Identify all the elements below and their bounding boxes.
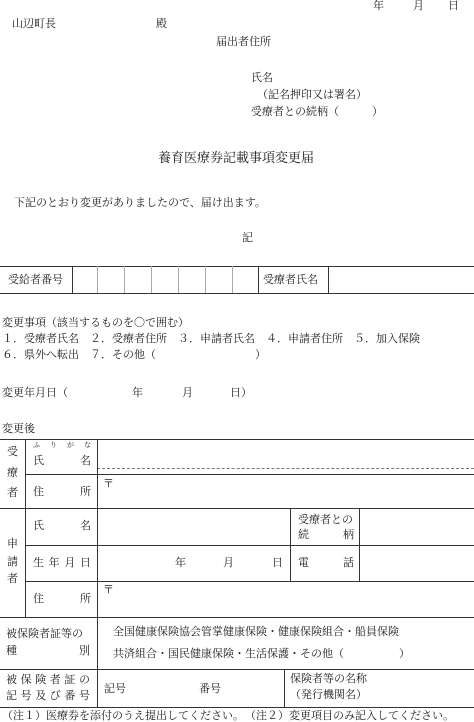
recipient-row-divider xyxy=(258,266,259,293)
intro-text: 下記のとおり変更がありましたので、届け出ます。 xyxy=(14,196,266,209)
insurer-name-label-line1: 保険者等の名称 xyxy=(290,672,367,685)
insurance-number-label-line2: 記 号 及 び 番 号 xyxy=(6,689,90,702)
relation-to-patient-label-line2: 続 柄 xyxy=(298,528,354,541)
change-date-day: 日） xyxy=(230,386,252,399)
change-items-heading: 変更事項（該当するものを〇で囲む） xyxy=(2,316,189,329)
patient-address-label: 住 所 xyxy=(33,485,91,498)
relation-label: 受療者との続柄（ ） xyxy=(251,105,383,118)
after-change-label: 変更後 xyxy=(2,422,35,435)
phone-label: 電 話 xyxy=(298,556,354,569)
furigana-label: ふ り が な xyxy=(33,441,91,449)
birth-year-label: 年 xyxy=(175,556,186,569)
patient-name-row-label: 氏 名 xyxy=(33,454,91,467)
addressee: 山辺町長 xyxy=(12,17,56,30)
recipient-row-divider xyxy=(328,266,329,293)
insurer-name-label-line2: （発行機関名） xyxy=(290,688,367,701)
addressee-honorific: 殿 xyxy=(156,17,167,30)
date-year-label: 年 xyxy=(373,0,384,12)
insurance-type-label-line2: 種 別 xyxy=(6,644,90,657)
insurance-number-label-line1: 被 保 険 者 証 の xyxy=(6,673,90,686)
recipient-number-label: 受給者番号 xyxy=(8,273,63,286)
furigana-divider xyxy=(97,468,474,469)
patient-name-label: 受療者氏名 xyxy=(263,273,318,286)
insurance-type-label-line1: 被保険者証等の xyxy=(6,627,83,640)
insurance-number-label: 番号 xyxy=(199,682,221,695)
change-date-year: 年 xyxy=(132,386,143,399)
applicant-mid-divider xyxy=(290,508,291,581)
recipient-row-divider xyxy=(72,266,73,293)
applicant-address-label: 住 所 xyxy=(33,592,91,605)
insurance-symbol-label: 記号 xyxy=(104,682,126,695)
notifier-name-label: 氏名 xyxy=(251,71,273,84)
label-column-divider xyxy=(97,439,98,617)
relation-to-patient-label-line1: 受療者との xyxy=(298,513,353,526)
insurer-divider xyxy=(284,669,285,707)
note-1: （注１）医療券を添付のうえ提出してください。 xyxy=(2,709,244,722)
note-2: （注２）変更項目のみ記入してください。 xyxy=(245,709,454,722)
date-month-label: 月 xyxy=(413,0,424,12)
birth-day-label: 日 xyxy=(272,556,283,569)
notifier-address-label: 届出者住所 xyxy=(216,35,271,48)
insurance-options-line2: 共済組合・国民健康保険・生活保護・その他（ ） xyxy=(113,647,410,660)
document-title: 養育医療券記載事項変更届 xyxy=(158,151,315,166)
seal-note: （記名押印又は署名） xyxy=(257,88,367,101)
insurance-label-divider xyxy=(97,617,98,707)
change-items-line2: ６．県外へ転出 ７．その他（ ） xyxy=(2,348,266,361)
applicant-name-label: 氏 名 xyxy=(33,519,91,532)
group-label-divider xyxy=(25,439,26,617)
applicant-mid-divider xyxy=(359,508,360,581)
change-date-month: 月 xyxy=(182,386,193,399)
applicant-group-label: 申 請 者 xyxy=(7,537,18,585)
change-date-label: 変更年月日（ xyxy=(2,386,68,399)
date-day-label: 日 xyxy=(448,0,459,12)
ki-label: 記 xyxy=(242,231,253,244)
insurance-options-line1: 全国健康保険協会管掌健康保険・健康保険組合・船員保険 xyxy=(113,625,399,638)
patient-group-label: 受 療 者 xyxy=(7,445,18,499)
applicant-postal-mark: 〒 xyxy=(103,583,114,596)
patient-postal-mark: 〒 xyxy=(103,477,114,490)
recipient-row-bottom-border xyxy=(0,293,474,294)
birthdate-label: 生 年 月 日 xyxy=(33,556,91,569)
birth-month-label: 月 xyxy=(223,556,234,569)
change-items-line1: １．受療者氏名 ２．受療者住所 ３．申請者氏名 ４．申請者住所 ５．加入保険 xyxy=(2,332,420,345)
